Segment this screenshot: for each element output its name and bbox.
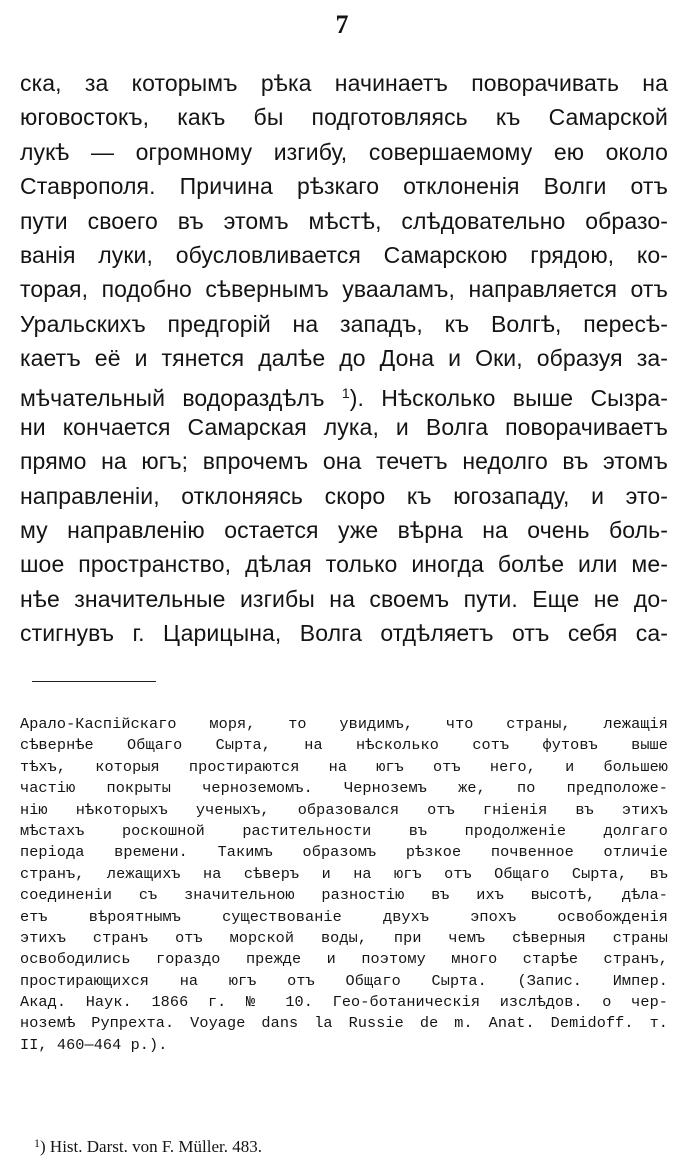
footnote-ref-marker[interactable]: 1: [341, 384, 350, 401]
footnote-line: ноземѣ Рупрехта. Voyage dans la Russie de m. Anat. Demidoff. т.: [20, 1014, 668, 1033]
text-line: ванія луки, обусловливается Самарскою грядою, ко-: [20, 241, 668, 268]
footnote-line: сѣвернѣе Общаго Сырта, на нѣсколько сотъ футовъ выше: [20, 736, 668, 755]
footnote-line: частію покрыты черноземомъ. Черноземъ же, по предположе-: [20, 779, 668, 798]
text-line: стигнувъ г. Царицына, Волга отдѣляетъ отъ себя са-: [20, 620, 668, 647]
footnote-continuation: [20, 714, 668, 1056]
text-line: му направленію остается уже вѣрна на очень боль-: [20, 517, 668, 544]
text-line-with-footnote-ref: [20, 376, 668, 410]
text-line: Ставрополя. Причина рѣзкаго отклоненія Волги отъ: [20, 173, 668, 200]
footnote-1-text: ) Hist. Darst. von F. Müller. 483.: [40, 1137, 262, 1156]
footnote-line: этихъ странъ отъ морской воды, при чемъ сѣверныя страны: [20, 928, 668, 947]
footnote-line: етъ вѣроятнымъ существованіе двухъ эпохъ освобожденія: [20, 907, 668, 926]
footnote-line: Арало-Каспійскаго моря, то увидимъ, что страны, лежащія: [20, 715, 668, 733]
text-line: каетъ её и тянется далѣе до Дона и Оки, образуя за-: [20, 345, 668, 372]
footnote-line: нію нѣкоторыхъ ученыхъ, образовался отъ гніенія въ этихъ: [20, 800, 668, 819]
footnote-line: періода времени. Такимъ образомъ рѣзкое почвенное отличіе: [20, 843, 668, 862]
text-line-tail: ). Нѣсколько выше Сызра-: [349, 384, 668, 411]
text-line: нѣе значительные изгибы на своемъ пути. Еще не до-: [20, 585, 668, 612]
text-line: юговостокъ, какъ бы подготовляясь къ Самарской: [20, 104, 668, 131]
text-line: ни кончается Самарская лука, и Волга поворачиваетъ: [20, 413, 668, 440]
page-number: 7: [335, 10, 349, 39]
footnote-line: соединеніи съ значительною разностію въ ихъ высотѣ, дѣла-: [20, 886, 668, 905]
footnote-line: простирающихся на югъ отъ Общаго Сырта. (Запис. Импер.: [20, 971, 668, 990]
footnote-1: [34, 1132, 262, 1158]
footnote-line: тѣхъ, которыя простираются на югъ отъ него, и большею: [20, 757, 668, 776]
footnote-line: II, 460—464 p.).: [20, 1035, 168, 1054]
text-line: Уральскихъ предгорій на западъ, къ Волгѣ, пересѣ-: [20, 310, 668, 337]
text-line-head: мѣчательный водораздѣлъ: [20, 384, 325, 411]
footnote-line: Акад. Наук. 1866 г. № 10. Гео-ботаническія изслѣдов. о чер-: [20, 993, 668, 1012]
footnote-marker: 1: [34, 1136, 40, 1150]
footnote-line: освободились гораздо прежде и поэтому много старѣе странъ,: [20, 950, 668, 969]
text-line: прямо на югъ; впрочемъ она течетъ недолго въ этомъ: [20, 448, 668, 475]
text-line: торая, подобно сѣвернымъ увааламъ, направляется отъ: [20, 276, 668, 303]
text-line: направленіи, отклоняясь скоро къ югозападу, и это-: [20, 482, 668, 509]
footnote-line: мѣстахъ роскошной растительности въ продолженіе долгаго: [20, 821, 668, 840]
text-line: ска, за которымъ рѣка начинаетъ поворачивать на: [20, 70, 668, 96]
main-text: [20, 66, 668, 651]
text-line: шое пространство, дѣлая только иногда болѣе или ме-: [20, 551, 668, 578]
text-line: лукѣ — огромному изгибу, совершаемому ею около: [20, 138, 668, 165]
text-line: пути своего въ этомъ мѣстѣ, слѣдовательно образо-: [20, 207, 668, 234]
footnote-divider: [32, 681, 156, 682]
footnote-line: странъ, лежащихъ на сѣверъ и на югъ отъ Общаго Сырта, въ: [20, 864, 668, 883]
